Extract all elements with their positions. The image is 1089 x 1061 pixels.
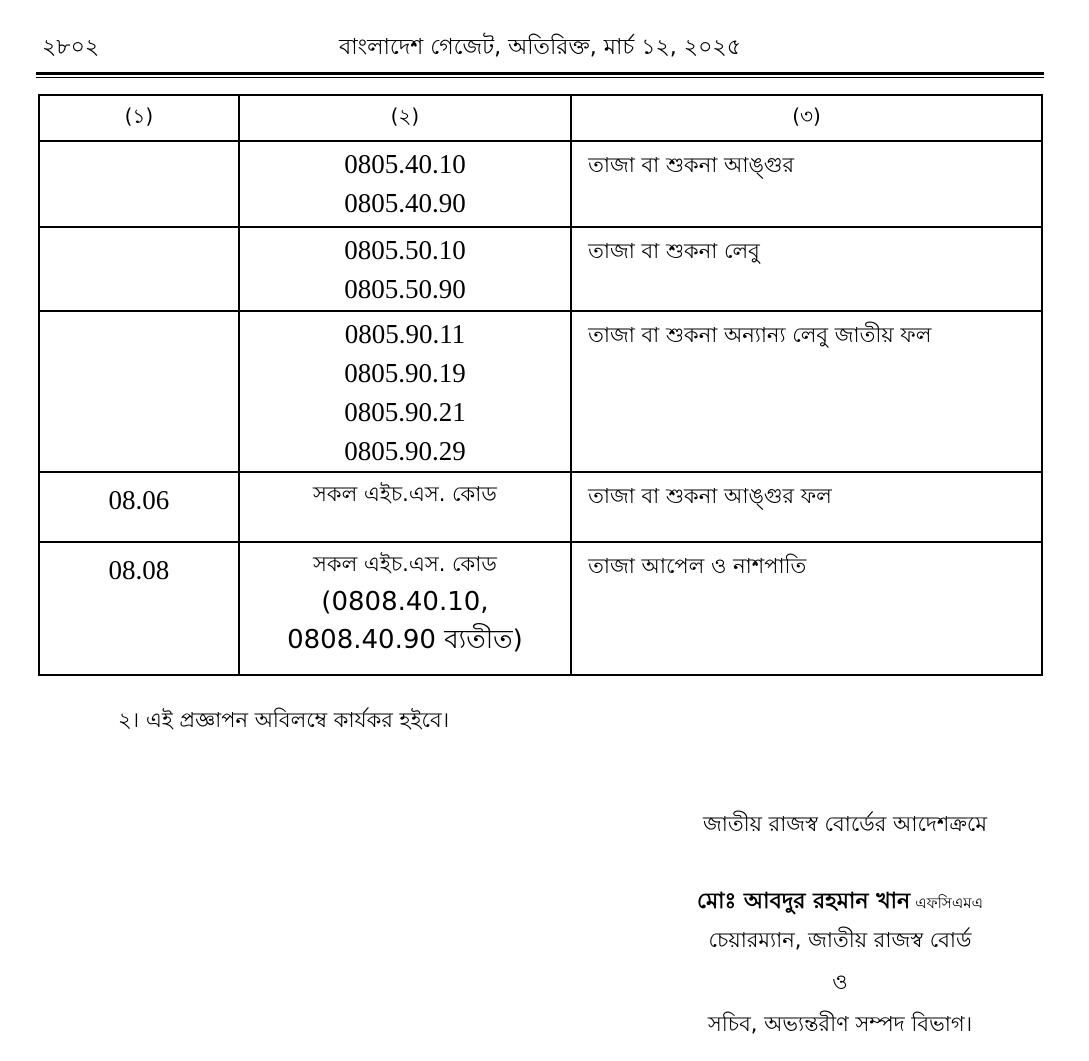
codes-cell [239, 472, 571, 542]
header-rule-thick [36, 72, 1044, 75]
column-header: (১) [39, 95, 239, 141]
column-header: (২) [239, 95, 571, 141]
heading-cell: 08.08 [39, 542, 239, 675]
header-rule-thin [36, 77, 1044, 78]
hs-code: 0805.50.90 [344, 274, 466, 304]
hs-code: 0805.90.29 [344, 436, 466, 466]
table-row [39, 141, 1042, 227]
description-cell: তাজা বা শুকনা আঙ্গুর ফল [571, 472, 1042, 542]
column-header: (৩) [571, 95, 1042, 141]
all-hs-codes: সকল এইচ.এস. কোড [313, 482, 497, 506]
codes-cell [239, 542, 571, 675]
table-row [39, 227, 1042, 311]
table-row [39, 542, 1042, 675]
signatory-title: চেয়ারম্যান, জাতীয় রাজস্ব বোর্ড [708, 928, 972, 952]
page-number: ২৮০২ [42, 35, 100, 60]
codes-cell [239, 227, 571, 311]
hs-code: 0805.50.10 [344, 235, 466, 265]
heading-cell: 08.06 [39, 472, 239, 542]
all-hs-codes: সকল এইচ.এস. কোড [313, 552, 497, 576]
gazette-title: বাংলাদেশ গেজেট, অতিরিক্ত, মার্চ ১২, ২০২৫ [339, 35, 741, 60]
signatory [600, 884, 1080, 921]
description-cell: তাজা বা শুকনা লেবু [571, 227, 1042, 311]
signature-order-line: জাতীয় রাজস্ব বোর্ডের আদেশক্রমে [702, 812, 988, 836]
table-header-row [39, 95, 1042, 141]
hs-code: 0805.90.11 [344, 319, 466, 349]
description-cell: তাজা বা শুকনা অন্যান্য লেবু জাতীয় ফল [571, 311, 1042, 472]
signatory-title-secondary: সচিব, অভ্যন্তরীণ সম্পদ বিভাগ। [707, 1012, 973, 1036]
description-cell: তাজা বা শুকনা আঙ্গুর [571, 141, 1042, 227]
heading-cell [39, 141, 239, 227]
signatory-name: মোঃ আবদুর রহমান খান [697, 889, 911, 914]
heading-cell [39, 227, 239, 311]
signatory-degree: এফসিএমএ [915, 894, 983, 912]
heading-cell [39, 311, 239, 472]
codes-cell [239, 141, 571, 227]
description-cell: তাজা আপেল ও নাশপাতি [571, 542, 1042, 675]
hs-code: 0805.40.90 [344, 188, 466, 218]
hs-code-table [38, 94, 1043, 676]
codes-cell [239, 311, 571, 472]
hs-code: 0805.90.21 [344, 397, 466, 427]
exclusion-line: 0808.40.90 ব্যতীত) [287, 625, 523, 655]
table-row [39, 311, 1042, 472]
signatory-conjunction: ও [832, 970, 848, 994]
hs-code: 0805.40.10 [344, 149, 466, 179]
effective-notice: ২। এই প্রজ্ঞাপন অবিলম্বে কার্যকর হইবে। [118, 708, 450, 732]
hs-code: 0805.90.19 [344, 358, 466, 388]
exclusion-line: (0808.40.10, [321, 587, 489, 617]
table-row [39, 472, 1042, 542]
